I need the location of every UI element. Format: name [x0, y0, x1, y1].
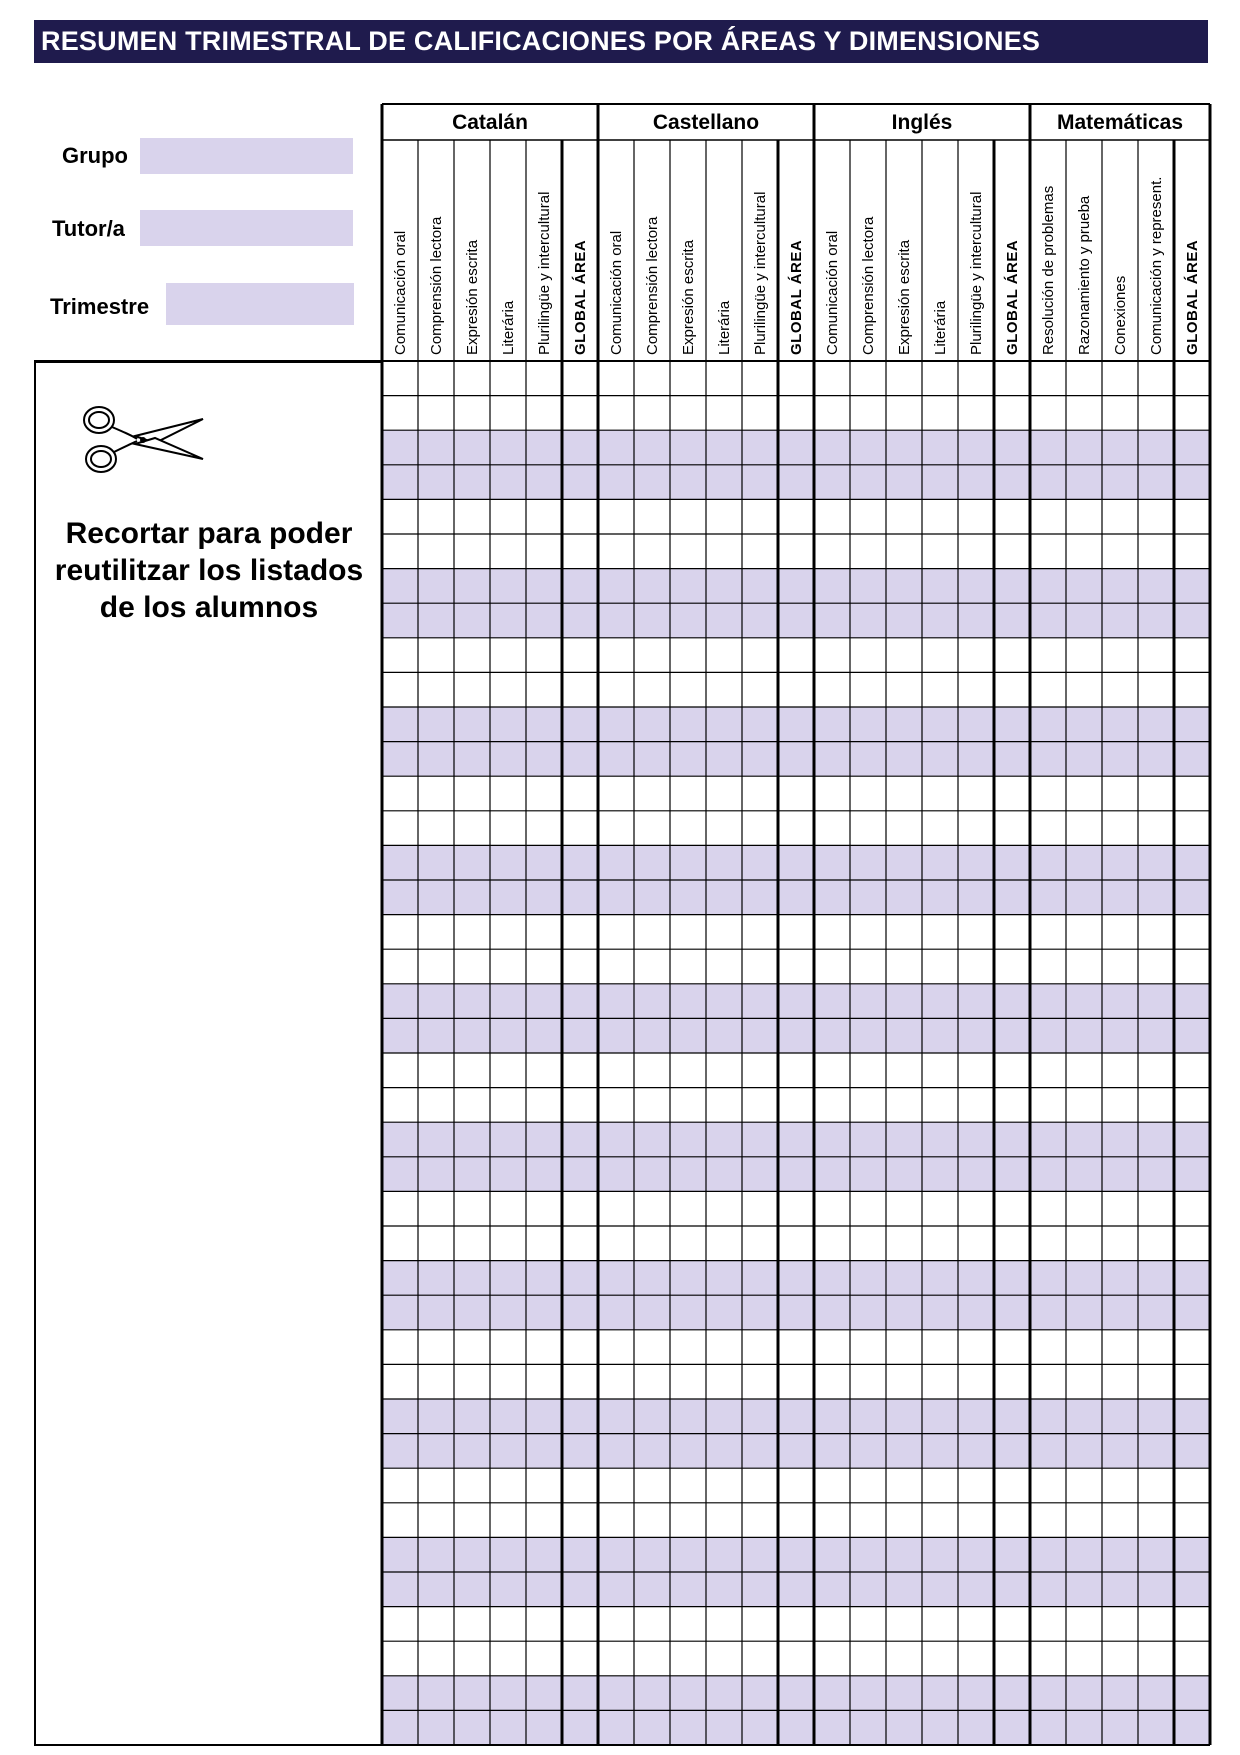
trimestre-label: Trimestre — [50, 294, 150, 319]
row-shade — [382, 707, 1210, 742]
dimension-header: Comprensión lectora — [860, 216, 877, 355]
cut-instruction: Recortar para poder reutilitzar los listados de los alumnos — [54, 517, 364, 624]
dimension-header: Expresión escrita — [896, 239, 913, 355]
dimension-header: Expresión escrita — [680, 239, 697, 355]
global-area-header: GLOBAL ÁREA — [1184, 239, 1201, 355]
row-shade — [382, 880, 1210, 915]
row-shade — [382, 430, 1210, 465]
row-shade — [382, 1434, 1210, 1469]
dimension-header: Plurilingüe y intercultural — [968, 191, 985, 355]
global-area-header: GLOBAL ÁREA — [572, 239, 589, 355]
page-title: RESUMEN TRIMESTRAL DE CALIFICACIONES POR ÁREAS Y DIMENSIONES — [34, 20, 1208, 63]
dimension-header: Comunicación oral — [392, 230, 409, 355]
row-shade — [382, 603, 1210, 638]
subject-name: Castellano — [652, 111, 760, 134]
row-shade — [382, 1676, 1210, 1711]
row-shade — [382, 465, 1210, 500]
dimension-header: Literária — [716, 300, 733, 355]
dimension-header: Comunicación oral — [824, 230, 841, 355]
tutor-label: Tutor/a — [52, 216, 125, 241]
dimension-header: Plurilingüe y intercultural — [536, 191, 553, 355]
dimension-header: Plurilingüe y intercultural — [752, 191, 769, 355]
row-shade — [382, 742, 1210, 777]
row-shade — [382, 845, 1210, 880]
global-area-header: GLOBAL ÁREA — [1004, 239, 1021, 355]
row-shade — [382, 1710, 1210, 1745]
row-shade — [382, 1122, 1210, 1157]
dimension-header: Expresión escrita — [464, 239, 481, 355]
global-area-header: GLOBAL ÁREA — [788, 239, 805, 355]
dimension-header: Comunicación y represent. — [1148, 176, 1165, 355]
dimension-header: Comprensión lectora — [428, 216, 445, 355]
dimension-header: Literária — [500, 300, 517, 355]
subject-name: Catalán — [452, 111, 528, 134]
dimension-header: Resolución de problemas — [1040, 185, 1057, 355]
subject-name: Matemáticas — [1056, 111, 1184, 134]
row-shade — [382, 1572, 1210, 1607]
row-shade — [382, 1537, 1210, 1572]
row-shade — [382, 1157, 1210, 1192]
dimension-header: Razonamiento y prueba — [1076, 195, 1093, 355]
dimension-header: Literária — [932, 300, 949, 355]
row-shade — [382, 569, 1210, 604]
row-shade — [382, 984, 1210, 1019]
row-shade — [382, 1399, 1210, 1434]
subject-name: Inglés — [891, 111, 953, 134]
grupo-label: Grupo — [62, 143, 128, 168]
row-shade — [382, 1261, 1210, 1296]
row-shade — [382, 1295, 1210, 1330]
dimension-header: Comprensión lectora — [644, 216, 661, 355]
dimension-header: Conexiones — [1112, 275, 1129, 355]
row-shade — [382, 1018, 1210, 1053]
dimension-header: Comunicación oral — [608, 230, 625, 355]
